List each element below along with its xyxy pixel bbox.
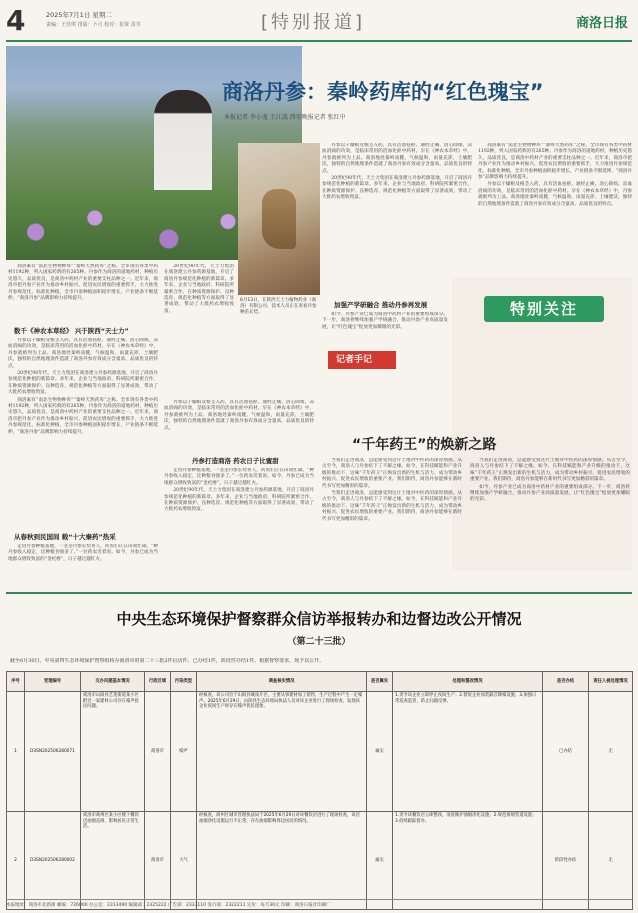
article-paragraph: 20世纪90年代，天士力集团在商洛建立丹参药源基地，开启了商洛丹参规范化种植的新篇章。多年来，企业与当地政府、科研院所紧密合作，在种质资源保护、良种选育、规范化种植等方面取得了显著成效，带动了大批药农增收致富。 [164,264,234,314]
article-col-2b [164,400,314,452]
cell-issue: 商洛市商州区某小区楼下餐饮店油烟直排，影响居民正常生活。 [81,812,145,910]
essay-paragraph: 如今，丹参产业已成为商洛中药材产业的重要组成部分。下一步，商洛将继续加强产学研融合，推动丹参产业高质量发展，让“红色瑰宝”绽放更加耀眼的光彩。 [470,484,630,503]
article-paragraph: 商洛素有“南北生物物种库”“秦岭天然药库”之称。全市现有各类中药材1192种，列入国家药典的有265种。丹参作为商洛的道地药材，种植历史悠久，品质优良，是商洛中药材产业的重要支柱品种之一。近年来，商洛市把丹参产业作为推动乡村振兴、促进农民增收的重要抓手，大力推进丹参规范化、标准化种植，全市丹参种植面积稳步增长，产业链条不断延伸，“商洛丹参”品牌影响力持续提升。 [8,264,158,302]
focus-badge: 特别关注 [484,296,604,322]
essay-paragraph: 当我们走进商洛，总能感受到这片土地对中医药的深厚情感。从古至今，商洛人与丹参结下了不解之缘。如今，在科技赋能和产业升级的推动下，这味“千年药王”正焕发出新的生机与活力，成为带动乡村振兴、促进农民增收的重要产业。我们期待，商洛丹参能够在新时代书写更加精彩的篇章。 [322,491,462,522]
notice-batch: （第二十三批） [287,637,351,647]
article-paragraph: 丹参以干燥根及根茎入药，具有活血祛瘀、通经止痛、清心除烦、凉血消痈的功效，是临床常用的活血化瘀中药材。早在《神农本草经》中，丹参就被列为上品。商洛地处秦岭南麓，气候温和，雨量充沛，土壤肥沃，独特的自然地理条件造就了商洛丹参有效成分含量高、品质优良的特点。 [8,338,158,369]
essay-title: “千年药王”的焕新之路 [352,437,497,453]
essay-col-2 [470,458,630,568]
article-col-1b [8,338,158,528]
cell-no: 2 [7,812,25,910]
col-header: 是否办结 [543,672,589,692]
cell-done: 已办结 [543,692,589,812]
col-header: 责任人被处理情况 [589,672,633,692]
cell-true: 属实 [367,692,393,812]
newspaper-logo: 商洛日报 [575,16,628,31]
editor-credits: 责编：王佳琪 排版：卜月 校对：崔贤 雷萃 [46,22,141,28]
root-photo [238,143,320,295]
article-subhead-3: 丹参打造商洛 药农日子比蜜甜 [192,457,279,465]
issue-date: 2025年7月1日 星期二 [46,11,112,19]
article-paragraph: 商洛素有“南北生物物种库”“秦岭天然药库”之称。全市现有各类中药材1192种，列入国家药典的有265种。丹参作为商洛的道地药材，种植历史悠久，品质优良，是商洛中药材产业的重要支柱品种之一。近年来，商洛市把丹参产业作为推动乡村振兴、促进农民增收的重要抓手，大力推进丹参规范化、标准化种植，全市丹参种植面积稳步增长，产业链条不断延伸，“商洛丹参”品牌影响力持续提升。 [8,397,158,435]
col-header: 序号 [7,672,25,692]
article-col-1c [8,544,158,588]
cell-investigation: 经核查，商州区城市管理执法局于2025年6月29日对该餐饮店进行了现场检查，该店油烟净化设施运行不正常，存在油烟影响周边居民的情况。 [197,812,367,910]
root-photo-caption: 6月13日，在陕西天士力植物药业（商洛）有限公司，技术人员正在查看丹参种苗长势。 [240,298,317,315]
cell-investigation: 经核查，该公司位于山阳县城南片区，主要从事建材加工销售，生产过程中产生一定噪声。2025年6月29日，山阳县生态环境局执法人员对该企业进行了现场检查，发现该企业夜间生产时存在噪声扰民现象。 [197,692,367,812]
root-photo-root [262,189,296,249]
cell-accountability: 无 [589,812,633,910]
cell-handling: 1.责令该餐饮店立即整改，清洗维护油烟净化设施；2.规范排烟管道设置；3.持续跟踪督办。 [393,812,543,910]
cell-true: 属实 [367,812,393,910]
notice-title: 中央生态环境保护督察群众信访举报转办和边督边改公开情况 [116,610,522,628]
cell-region: 商洛市 [145,692,171,812]
table-row [7,692,633,812]
article-col-3 [322,312,448,346]
article-col-1 [8,264,158,322]
masthead [6,4,632,42]
article-col-top-1 [322,143,472,293]
notice-table-header [7,672,633,692]
article-paragraph: 丹参以干燥根及根茎入药，具有活血祛瘀、通经止痛、清心除烦、凉血消痈的功效，是临床常用的活血化瘀中药材。早在《神农本草经》中，丹参就被列为上品。商洛地处秦岭南麓，气候温和，雨量充沛，土壤肥沃，独特的自然地理条件造就了商洛丹参有效成分含量高、品质优良的特点。 [478,182,632,207]
essay-col-1 [322,458,462,586]
article-headline: 商洛丹参：秦岭药库的“红色瑰宝” [222,80,544,104]
cell-region: 商洛市 [145,812,171,910]
article-paragraph: 商洛素有“南北生物物种库”“秦岭天然药库”之称。全市现有各类中药材1192种，列入国家药典的有265种。丹参作为商洛的道地药材，种植历史悠久，品质优良，是商洛中药材产业的重要支柱品种之一。近年来，商洛市把丹参产业作为推动乡村振兴、促进农民增收的重要抓手，大力推进丹参规范化、标准化种植，全市丹参种植面积稳步增长，产业链条不断延伸，“商洛丹参”品牌影响力持续提升。 [478,143,632,181]
essay-paragraph: 当我们走进商洛，总能感受到这片土地对中医药的深厚情感。从古至今，商洛人与丹参结下了不解之缘。如今，在科技赋能和产业升级的推动下，这味“千年药王”正焕发出新的生机与活力，成为带动乡村振兴、促进农民增收的重要产业。我们期待，商洛丹参能够在新时代书写更加精彩的篇章。 [322,458,462,489]
notice-table [6,671,633,910]
notebook-tag: 记者手记 [328,351,396,369]
cell-issue: 商洛市山阳县艺莲街道某小区附近一家建材公司存在噪声扰民问题。 [81,692,145,812]
page-footer: 本报地址：商洛市北新街 邮编：726000 办公室：2313490 编辑部：2325222 广告部：2333110 发行部：2322211 定价：每月36元 印刷：商洛日报社印刷厂 [6,899,632,908]
cell-handling: 1.责令该企业立即停止夜间生产；2.督促企业加装隔音降噪设施；3.加强日常巡查监管，防止问题反弹。 [393,692,543,812]
article-paragraph: 丹参以干燥根及根茎入药，具有活血祛瘀、通经止痛、清心除烦、凉血消痈的功效，是临床常用的活血化瘀中药材。早在《神农本草经》中，丹参就被列为上品。商洛地处秦岭南麓，气候温和，雨量充沛，土壤肥沃，独特的自然地理条件造就了商洛丹参有效成分含量高、品质优良的特点。 [164,400,314,431]
cell-code: D3SN202506280002 [25,812,81,910]
col-header: 处理和整改情况 [393,672,543,692]
article-col-2c [164,468,314,588]
article-paragraph: 走进丹参种植基地，一垄垄丹参长势喜人，药农们正在田间忙碌。“种丹参收入稳定，比种粮食强多了。”一位药农笑着说。如今，丹参已成为当地群众增收致富的“金疙瘩”，日子越过越红火。 [164,468,314,486]
col-header: 调查核实情况 [197,672,367,692]
col-header: 是否属实 [367,672,393,692]
col-header: 受理编号 [25,672,81,692]
article-paragraph: 丹参以干燥根及根茎入药，具有活血祛瘀、通经止痛、清心除烦、凉血消痈的功效，是临床常用的活血化瘀中药材。早在《神农本草经》中，丹参就被列为上品。商洛地处秦岭南麓，气候温和，雨量充沛，土壤肥沃，独特的自然地理条件造就了商洛丹参有效成分含量高、品质优良的特点。 [322,143,472,174]
notice-intro: 截至6月30日，中央第四生态环境保护督察组转办商洛市的第二十三批2件信访件，已办结1件，阶段性办结1件。根据督察要求，现予以公开。 [10,658,325,664]
table-row [7,812,633,910]
col-header: 污染类型 [171,672,197,692]
col-header: 交办问题基本情况 [81,672,145,692]
cell-code: D3SN202506280071 [25,692,81,812]
article-subhead-1: 数千《神农本草经》 兴于陕西“天士力” [14,327,129,335]
headline-box [210,70,630,130]
article-col-2 [164,264,234,394]
cell-type: 噪声 [171,692,197,812]
col-header: 行政区域 [145,672,171,692]
page-number: 4 [6,4,26,37]
cell-accountability: 无 [589,692,633,812]
essay-paragraph: 当我们走进商洛，总能感受到这片土地对中医药的深厚情感。从古至今，商洛人与丹参结下了不解之缘。如今，在科技赋能和产业升级的推动下，这味“千年药王”正焕发出新的生机与活力，成为带动乡村振兴、促进农民增收的重要产业。我们期待，商洛丹参能够在新时代书写更加精彩的篇章。 [470,458,630,483]
article-paragraph: 20世纪90年代，天士力集团在商洛建立丹参药源基地，开启了商洛丹参规范化种植的新篇章。多年来，企业与当地政府、科研院所紧密合作，在种质资源保护、良种选育、规范化种植等方面取得了显著成效，带动了大批药农增收致富。 [164,488,314,513]
article-col-top-2 [478,143,632,273]
article-paragraph: 20世纪90年代，天士力集团在商洛建立丹参药源基地，开启了商洛丹参规范化种植的新篇章。多年来，企业与当地政府、科研院所紧密合作，在种质资源保护、良种选育、规范化种植等方面取得了显著成效，带动了大批药农增收致富。 [322,176,472,201]
notice-divider [6,592,632,594]
article-paragraph: 如今，丹参产业已成为商洛中药材产业的重要组成部分。下一步，商洛将继续加强产学研融合，推动丹参产业高质量发展，让“红色瑰宝”绽放更加耀眼的光彩。 [322,312,448,330]
article-subhead-4: 加强产学研融合 推动丹参再发展 [334,301,428,309]
section-title: [特别报道] [261,12,366,33]
cell-done: 阶段性办结 [543,812,589,910]
article-paragraph: 20世纪90年代，天士力集团在商洛建立丹参药源基地，开启了商洛丹参规范化种植的新篇章。多年来，企业与当地政府、科研院所紧密合作，在种质资源保护、良种选育、规范化种植等方面取得了显著成效，带动了大批药农增收致富。 [8,371,158,396]
cell-type: 大气 [171,812,197,910]
article-subhead-2: 从春秋到民国间 载“十大秦药”热采 [14,533,116,541]
article-byline: 本报记者 李小龙 王江波 西安晚报记者 张红中 [224,114,346,121]
cell-no: 1 [7,692,25,812]
article-paragraph: 走进丹参种植基地，一垄垄丹参长势喜人，药农们正在田间忙碌。“种丹参收入稳定，比种粮食强多了。”一位药农笑着说。如今，丹参已成为当地群众增收致富的“金疙瘩”，日子越过越红火。 [8,544,158,562]
